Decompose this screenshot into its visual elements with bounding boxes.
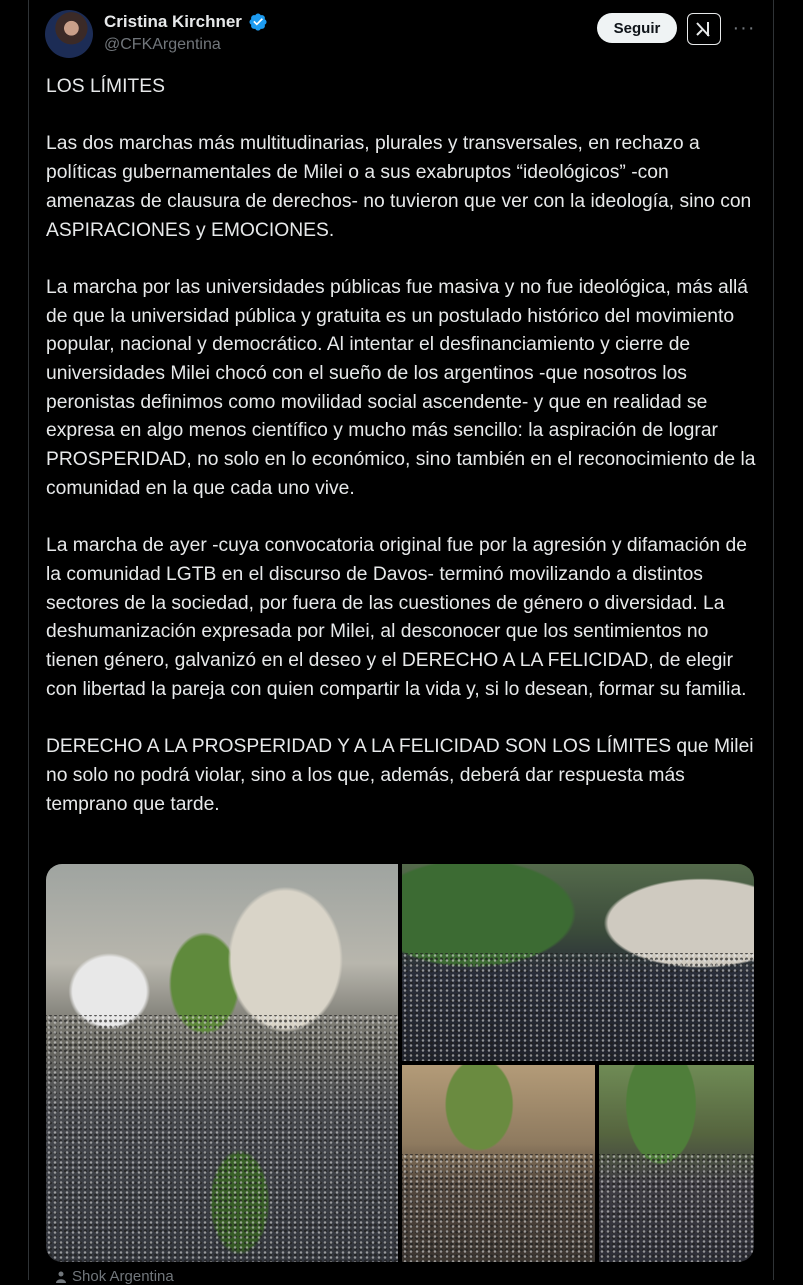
- photo-street-crowd-left[interactable]: [402, 1065, 595, 1262]
- tweet-paragraph: LOS LÍMITES: [46, 76, 165, 97]
- tweet-paragraph: DERECHO A LA PROSPERIDAD Y A LA FELICIDAD SON LOS LÍMITES que Milei no solo no podrá violar, sino a los que, además, deberá dar respuesta más temprano que tarde.: [46, 736, 754, 815]
- author-name-row: [104, 12, 268, 32]
- photo-avenue-crowd[interactable]: [402, 864, 754, 1061]
- follow-button[interactable]: Seguir: [597, 13, 677, 43]
- more-icon: ···: [732, 16, 756, 39]
- tweet-paragraph: La marcha por las universidades públicas fue masiva y no fue ideológica, más allá de que la universidad pública y gratuita es un postulado histórico del movimiento popular, nacional y democrático. Al intentar el desfinanciamiento y cierre de universidades Milei chocó con el sueño de los argentinos -que nosotros los peronistas definimos como movilidad social ascendente- y que en realidad se expresa en algo menos científico y mucho más sencillo: la aspiración de lograr PROSPERIDAD, no solo en lo económico, sino también en el reconocimiento de la comunidad en la que cada uno vive.: [46, 276, 756, 499]
- avatar[interactable]: [45, 10, 93, 58]
- photo-aerial-crowd-plaza[interactable]: [46, 864, 398, 1262]
- tagged-user[interactable]: [56, 1268, 174, 1285]
- tweet-paragraph: Las dos marchas más multitudinarias, plurales y transversales, en rechazo a políticas gubernamentales de Milei o a sus exabruptos “ideológicos” -con amenazas de clausura de derechos- no tuvieron que ver con la ideología, sino con ASPIRACIONES y EMOCIONES.: [46, 133, 752, 241]
- tweet-text: [46, 73, 762, 848]
- grok-icon: [694, 19, 714, 39]
- tagged-user-label: Shok Argentina: [72, 1268, 174, 1285]
- author-name[interactable]: Cristina Kirchner: [104, 12, 242, 31]
- verified-badge-icon: [248, 12, 268, 32]
- more-options-button[interactable]: [733, 14, 755, 42]
- photo-street-crowd-right[interactable]: [599, 1065, 754, 1262]
- grok-button[interactable]: [687, 13, 721, 45]
- media-grid: [46, 864, 754, 1262]
- person-icon: [56, 1271, 66, 1283]
- author-handle[interactable]: @CFKArgentina: [104, 36, 221, 53]
- tweet-paragraph: La marcha de ayer -cuya convocatoria original fue por la agresión y difamación de la comunidad LGTB en el discurso de Davos- terminó movilizando a distintos sectores de la sociedad, por fuera de las cuestiones de género o diversidad. La deshumanización expresada por Milei, al desconocer que los sentimientos no tienen género, galvanizó en el deseo y el DERECHO A LA FELICIDAD, de elegir con libertad la pareja con quien compartir la vida y, si lo desean, formar su familia.: [46, 535, 747, 700]
